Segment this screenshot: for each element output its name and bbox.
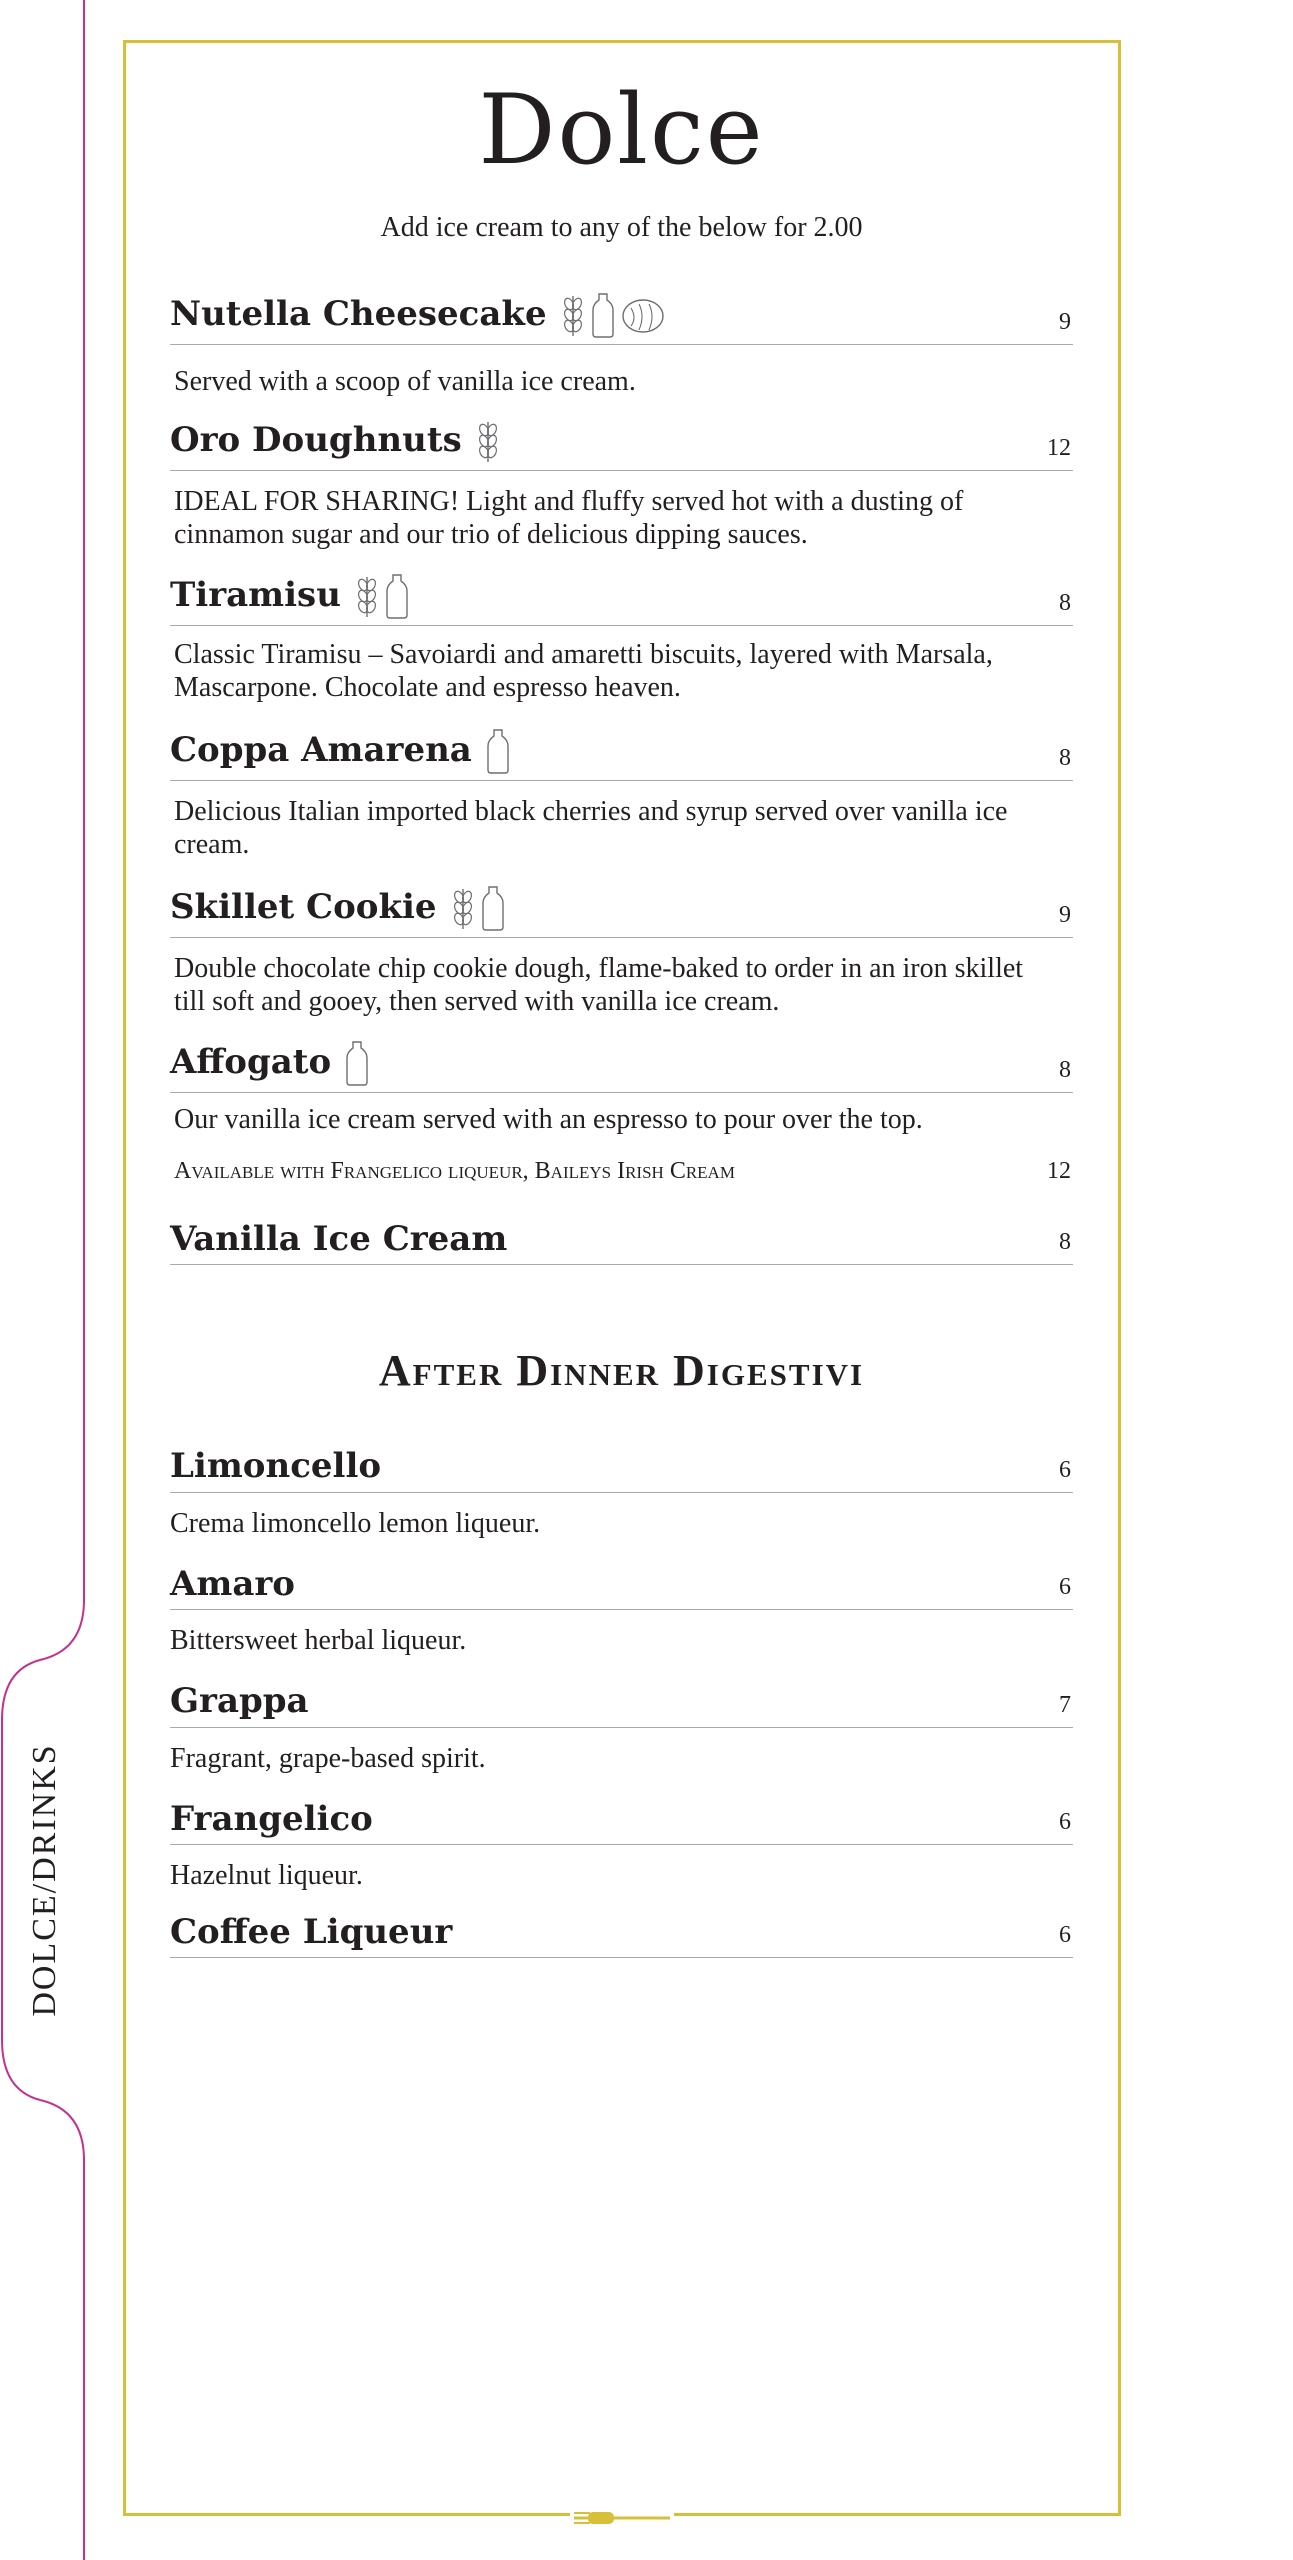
menu-item-description: Classic Tiramisu – Savoiardi and amaretti biscuits, layered with Marsala, Mascarpone. Chocolate and espresso heaven. xyxy=(174,639,993,703)
allergen-icons xyxy=(355,573,409,619)
menu-item-description: Our vanilla ice cream served with an espresso to pour over the top. xyxy=(174,1104,923,1135)
milk-bottle-icon xyxy=(385,573,409,619)
menu-item-header xyxy=(170,1040,1073,1093)
menu-item-price: 8 xyxy=(1059,1057,1071,1083)
menu-item-name: Amaro xyxy=(170,1563,295,1604)
menu-item-title xyxy=(170,885,505,931)
menu-item-description: Double chocolate chip cookie dough, flame-baked to order in an iron skillet till soft and gooey, then served with vanilla ice cream. xyxy=(174,953,1024,1017)
allergen-icons xyxy=(476,418,500,464)
menu-item-price: 7 xyxy=(1059,1691,1071,1718)
milk-bottle-icon xyxy=(486,728,510,774)
menu-item xyxy=(170,573,1073,704)
menu-item xyxy=(170,1221,1073,1265)
menu-item-name: Frangelico xyxy=(170,1798,373,1839)
addon-label: Available with Frangelico liqueur, Baileys Irish Cream xyxy=(174,1158,735,1184)
menu-item-title xyxy=(170,1798,373,1839)
menu-item-description: Hazelnut liqueur. xyxy=(170,1859,363,1891)
side-tab-outline xyxy=(0,0,90,2560)
menu-item-header xyxy=(170,1683,1073,1727)
menu-item-price: 9 xyxy=(1059,309,1071,335)
menu-item-title xyxy=(170,1563,295,1604)
menu-item-price: 8 xyxy=(1059,1229,1071,1256)
menu-item-price: 9 xyxy=(1059,902,1071,928)
menu-item xyxy=(170,1563,1073,1657)
menu-item-header xyxy=(170,1911,1073,1958)
menu-item-header xyxy=(170,418,1073,471)
menu-item-header xyxy=(170,292,1073,345)
menu-item-description: Bittersweet herbal liqueur. xyxy=(170,1625,467,1657)
menu-item xyxy=(170,1683,1073,1774)
menu-item-name: Oro Doughnuts xyxy=(170,420,462,461)
milk-bottle-icon xyxy=(591,292,615,338)
menu-item-price: 8 xyxy=(1059,745,1071,771)
menu-item-name: Tiramisu xyxy=(170,575,341,616)
menu-item-price: 6 xyxy=(1059,1456,1071,1483)
menu-item xyxy=(170,728,1073,861)
menu-item-header xyxy=(170,573,1073,626)
menu-item-price: 8 xyxy=(1059,590,1071,616)
allergen-icons xyxy=(486,728,510,774)
menu-item-header xyxy=(170,1563,1073,1610)
menu-item-name: Coppa Amarena xyxy=(170,730,472,771)
menu-item-description: Served with a scoop of vanilla ice cream. xyxy=(174,366,636,397)
menu-item-name: Coffee Liqueur xyxy=(170,1911,453,1952)
menu-item-description: Crema limoncello lemon liqueur. xyxy=(170,1507,541,1539)
menu-item-header xyxy=(170,1798,1073,1845)
menu-item-description: Delicious Italian imported black cherries and syrup served over vanilla ice cream. xyxy=(174,796,1008,860)
menu-item-description: IDEAL FOR SHARING! Light and fluffy served hot with a dusting of cinnamon sugar and our trio of delicious dipping sauces. xyxy=(174,486,964,550)
menu-item-header xyxy=(170,885,1073,938)
menu-item-header xyxy=(170,1448,1073,1492)
menu-item-header xyxy=(170,728,1073,781)
menu-item-price: 12 xyxy=(1047,435,1071,461)
menu-item-title xyxy=(170,728,510,774)
menu-item-title xyxy=(170,1911,453,1952)
dolce-title: Dolce xyxy=(478,74,765,186)
wheat-icon xyxy=(355,573,379,619)
allergen-icons xyxy=(451,885,505,931)
menu-content xyxy=(170,70,1073,1958)
affogato-addon xyxy=(170,1158,1073,1185)
menu-item-name: Skillet Cookie xyxy=(170,887,437,928)
menu-item xyxy=(170,1798,1073,1892)
fork-icon xyxy=(574,2506,670,2530)
milk-bottle-icon xyxy=(345,1040,369,1086)
menu-item xyxy=(170,1911,1073,1958)
menu-item-name: Nutella Cheesecake xyxy=(170,294,547,335)
menu-item-title xyxy=(170,1040,369,1086)
digestivi-title: After Dinner Digestivi xyxy=(378,1346,865,1396)
milk-bottle-icon xyxy=(481,885,505,931)
menu-item-title xyxy=(170,1683,309,1720)
wheat-icon xyxy=(476,418,500,464)
menu-item-name: Vanilla Ice Cream xyxy=(170,1219,508,1259)
menu-item xyxy=(170,418,1073,551)
menu-item-name: Affogato xyxy=(170,1042,332,1083)
dolce-subtitle: Add ice cream to any of the below for 2.00 xyxy=(380,212,863,243)
side-tab-label[interactable]: DOLCE/DRINKS xyxy=(26,1743,63,2017)
allergen-icons xyxy=(345,1040,369,1086)
menu-item-title xyxy=(170,1448,381,1485)
menu-item xyxy=(170,1040,1073,1185)
wheat-icon xyxy=(561,292,585,338)
addon-price: 12 xyxy=(1047,1158,1071,1184)
menu-item-description: Fragrant, grape-based spirit. xyxy=(170,1742,486,1774)
menu-item xyxy=(170,292,1073,398)
menu-item-title xyxy=(170,1221,507,1258)
menu-item-name: Grappa xyxy=(170,1681,309,1722)
nut-icon xyxy=(621,292,665,338)
menu-item-title xyxy=(170,292,665,338)
menu-item-price: 6 xyxy=(1059,1808,1071,1835)
menu-item-name: Limoncello xyxy=(170,1446,382,1487)
menu-item-price: 6 xyxy=(1059,1922,1071,1949)
menu-item-header xyxy=(170,1221,1073,1265)
menu-item-title xyxy=(170,573,409,619)
menu-item-title xyxy=(170,418,500,464)
wheat-icon xyxy=(451,885,475,931)
menu-item xyxy=(170,885,1073,1018)
menu-item-price: 6 xyxy=(1059,1574,1071,1601)
allergen-icons xyxy=(561,292,665,338)
menu-item xyxy=(170,1448,1073,1539)
